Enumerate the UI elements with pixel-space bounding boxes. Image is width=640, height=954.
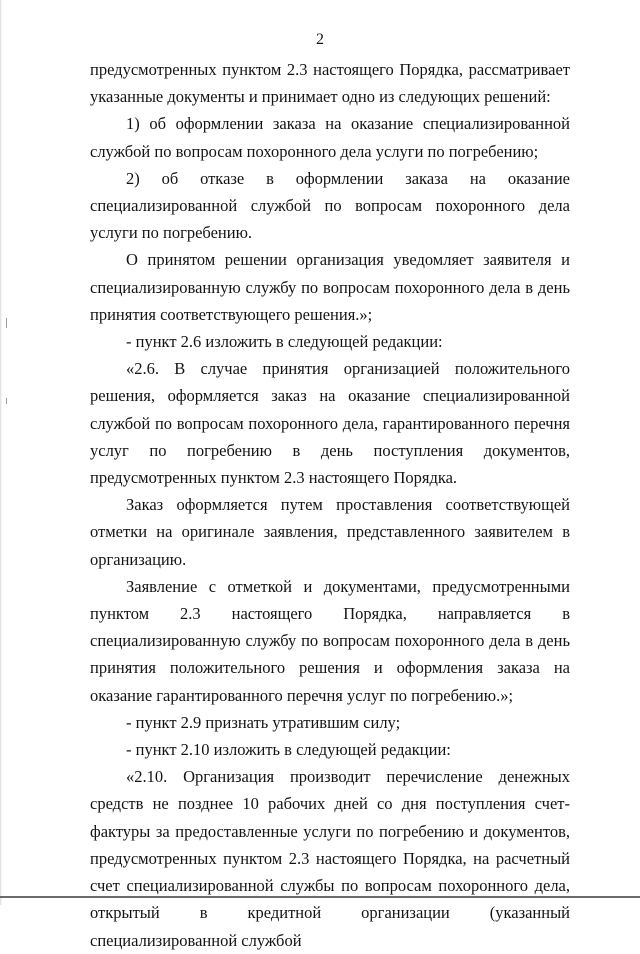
scan-edge [0,0,2,905]
paragraph: - пункт 2.10 изложить в следующей редакции: [126,740,451,760]
paragraph: - пункт 2.9 признать утратившим силу; [126,712,401,732]
paragraph: - пункт 2.6 изложить в следующей редакции: [126,332,443,352]
paragraph: «2.10. Организация производит перечисление денежных средств не позднее 10 рабочих дней со дня поступления счет-фактуры за предоставленные услуги по погребению и документов, предусмотренных пунктом 2.3 настоящего Порядка, на расчетный счет специализированной службы по вопросам похоронного дела, открытый в кредитной организации (указанный специализированной службой [90,767,570,950]
scan-mark [6,318,7,328]
document-body [90,56,570,954]
paragraph: Заявление с отметкой и документами, предусмотренными пунктом 2.3 настоящего Порядка, направляется в специализированную службу по вопросам похоронного дела в день принятия положительного решения и оформления заказа на оказание гарантированного перечня услуг по погребению.»; [90,576,570,705]
paragraph: 1) об оформлении заказа на оказание специализированной службой по вопросам похоронного дела услуги по погребению; [90,114,570,161]
paragraph: О принятом решении организация уведомляет заявителя и специализированную службу по вопросам похоронного дела в день принятия соответствующего решения.»; [90,250,570,324]
page-number: 2 [316,31,324,48]
scan-mark [6,398,7,404]
paragraph: Заказ оформляется путем проставления соответствующей отметки на оригинале заявления, представленного заявителем в организацию. [90,495,570,569]
paragraph: «2.6. В случае принятия организацией положительного решения, оформляется заказ на оказание специализированной службой по вопросам похоронного дела, гарантированного перечня услуг по погребению в день поступления документов, предусмотренных пунктом 2.3 настоящего Порядка. [90,359,570,488]
paragraph: 2) об отказе в оформлении заказа на оказание специализированной службой по вопросам похоронного дела услуги по погребению. [90,168,570,243]
scan-bottom-edge [0,896,640,898]
paragraph: предусмотренных пунктом 2.3 настоящего Порядка, рассматривает указанные документы и принимает одно из следующих решений: [90,60,570,107]
